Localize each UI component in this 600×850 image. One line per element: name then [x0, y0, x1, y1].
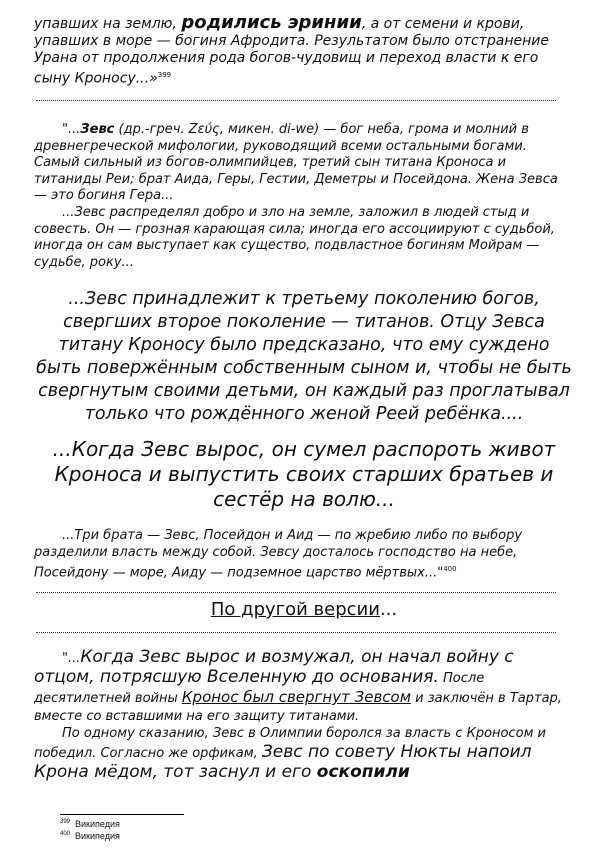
footnote-text: Википедия [75, 831, 120, 841]
text-run: , а от семени и крови, упавших в море — богиня Афродита. Результатом было отстранение Урана от продолжения рода богов-чудовищ и переход власти к его сыну Кроносу...» [34, 16, 550, 87]
footnote-text: Википедия [75, 819, 120, 829]
text-run: (др.-греч. Ζεύς, микен. di-we) [114, 122, 320, 137]
dotted-separator [36, 592, 556, 593]
paragraph-third-generation: ...Зевс принадлежит к третьему поколению богов, свергших второе поколение — титанов. Отцу Зевса титану Кроносу было предсказано, что ему суждено быть повержённым собственным сыном и, чтобы не быть свергнутым своими детьми, он каждый раз проглатывал только что рождённого женой Реей ребёнка.... [36, 289, 572, 424]
paragraph-zeus-intro [34, 122, 574, 205]
text-run: По одному сказанию, Зевс в Олимпии боролся за власть с Кроносом и победил. Согласно же орфикам, [34, 726, 546, 761]
footnote-number: 399 [60, 819, 71, 825]
footnote-number: 400 [60, 831, 71, 837]
text-run: После десятилетней войны [34, 671, 485, 706]
text-run: и заключён в Тартар, вместе со вставшими на его защиту титанами. [34, 691, 562, 724]
emphasis-castrated: оскопили [316, 762, 410, 782]
emphasis-zeus: Зевс [80, 122, 115, 137]
paragraph-zeus-grew: ...Когда Зевс вырос, он сумел распороть живот Кроноса и выпустить своих старших братьев и сестёр на волю... [52, 437, 556, 511]
dotted-separator [36, 632, 556, 633]
text-run: упавших на землю, [34, 16, 182, 32]
text-run: "... [62, 651, 81, 666]
emphasis-war: Когда Зевс вырос и возмужал, он начал войну с отцом, потрясшую Вселенную до основания. [34, 647, 514, 687]
heading-other-version [34, 598, 574, 622]
text-run: ...Три брата — Зевс, Посейдон и Аид — по жребию либо по выбору разделили власть между собой. Зевсу досталось господство на небе, Посейдону — море, Аиду — подземное царство мёртвых..." [34, 528, 523, 581]
footnote-400 [60, 829, 120, 842]
footnote-separator [60, 814, 184, 815]
emphasis-erinyes: родились эринии [181, 12, 362, 33]
paragraph-zeus-justice: ...Зевс распределял добро и зло на земле, заложил в людей стыд и совесть. Он — грозная карающая сила; иногда его ассоциируют с судьбой, иногда он сам выступает как существо, подвластное богиням Мойрам — судьбе, року... [34, 205, 555, 270]
dotted-separator [36, 100, 556, 101]
paragraph-war-with-father [34, 648, 574, 726]
text-run: — бог неба, грома и молний в древнегреческой мифологии, руководящий всеми остальными богами. Самый сильный из богов-олимпийцев, третий сын титана Кроноса и титаниды Реи; брат Аида, Геры, Гестии, Деметры и Посейдона. Жена Зевса — это богиня Гера... [34, 122, 558, 203]
heading-link: По другой версии [210, 599, 380, 620]
paragraph-olympia [34, 724, 574, 783]
emphasis-nyx: Зевс по совету Нюкты напоил Крона мёдом, тот заснул и его [34, 742, 532, 782]
paragraph-aphrodite [34, 14, 574, 88]
footnote-ref-400[interactable]: 400 [443, 565, 457, 573]
emphasis-kronos-overthrown: Кронос был свергнут Зевсом [181, 688, 412, 706]
paragraph-three-brothers [34, 528, 574, 582]
text-run: "... [62, 122, 81, 137]
text-run: ... [379, 599, 398, 620]
footnote-ref-399[interactable]: 399 [157, 71, 172, 79]
